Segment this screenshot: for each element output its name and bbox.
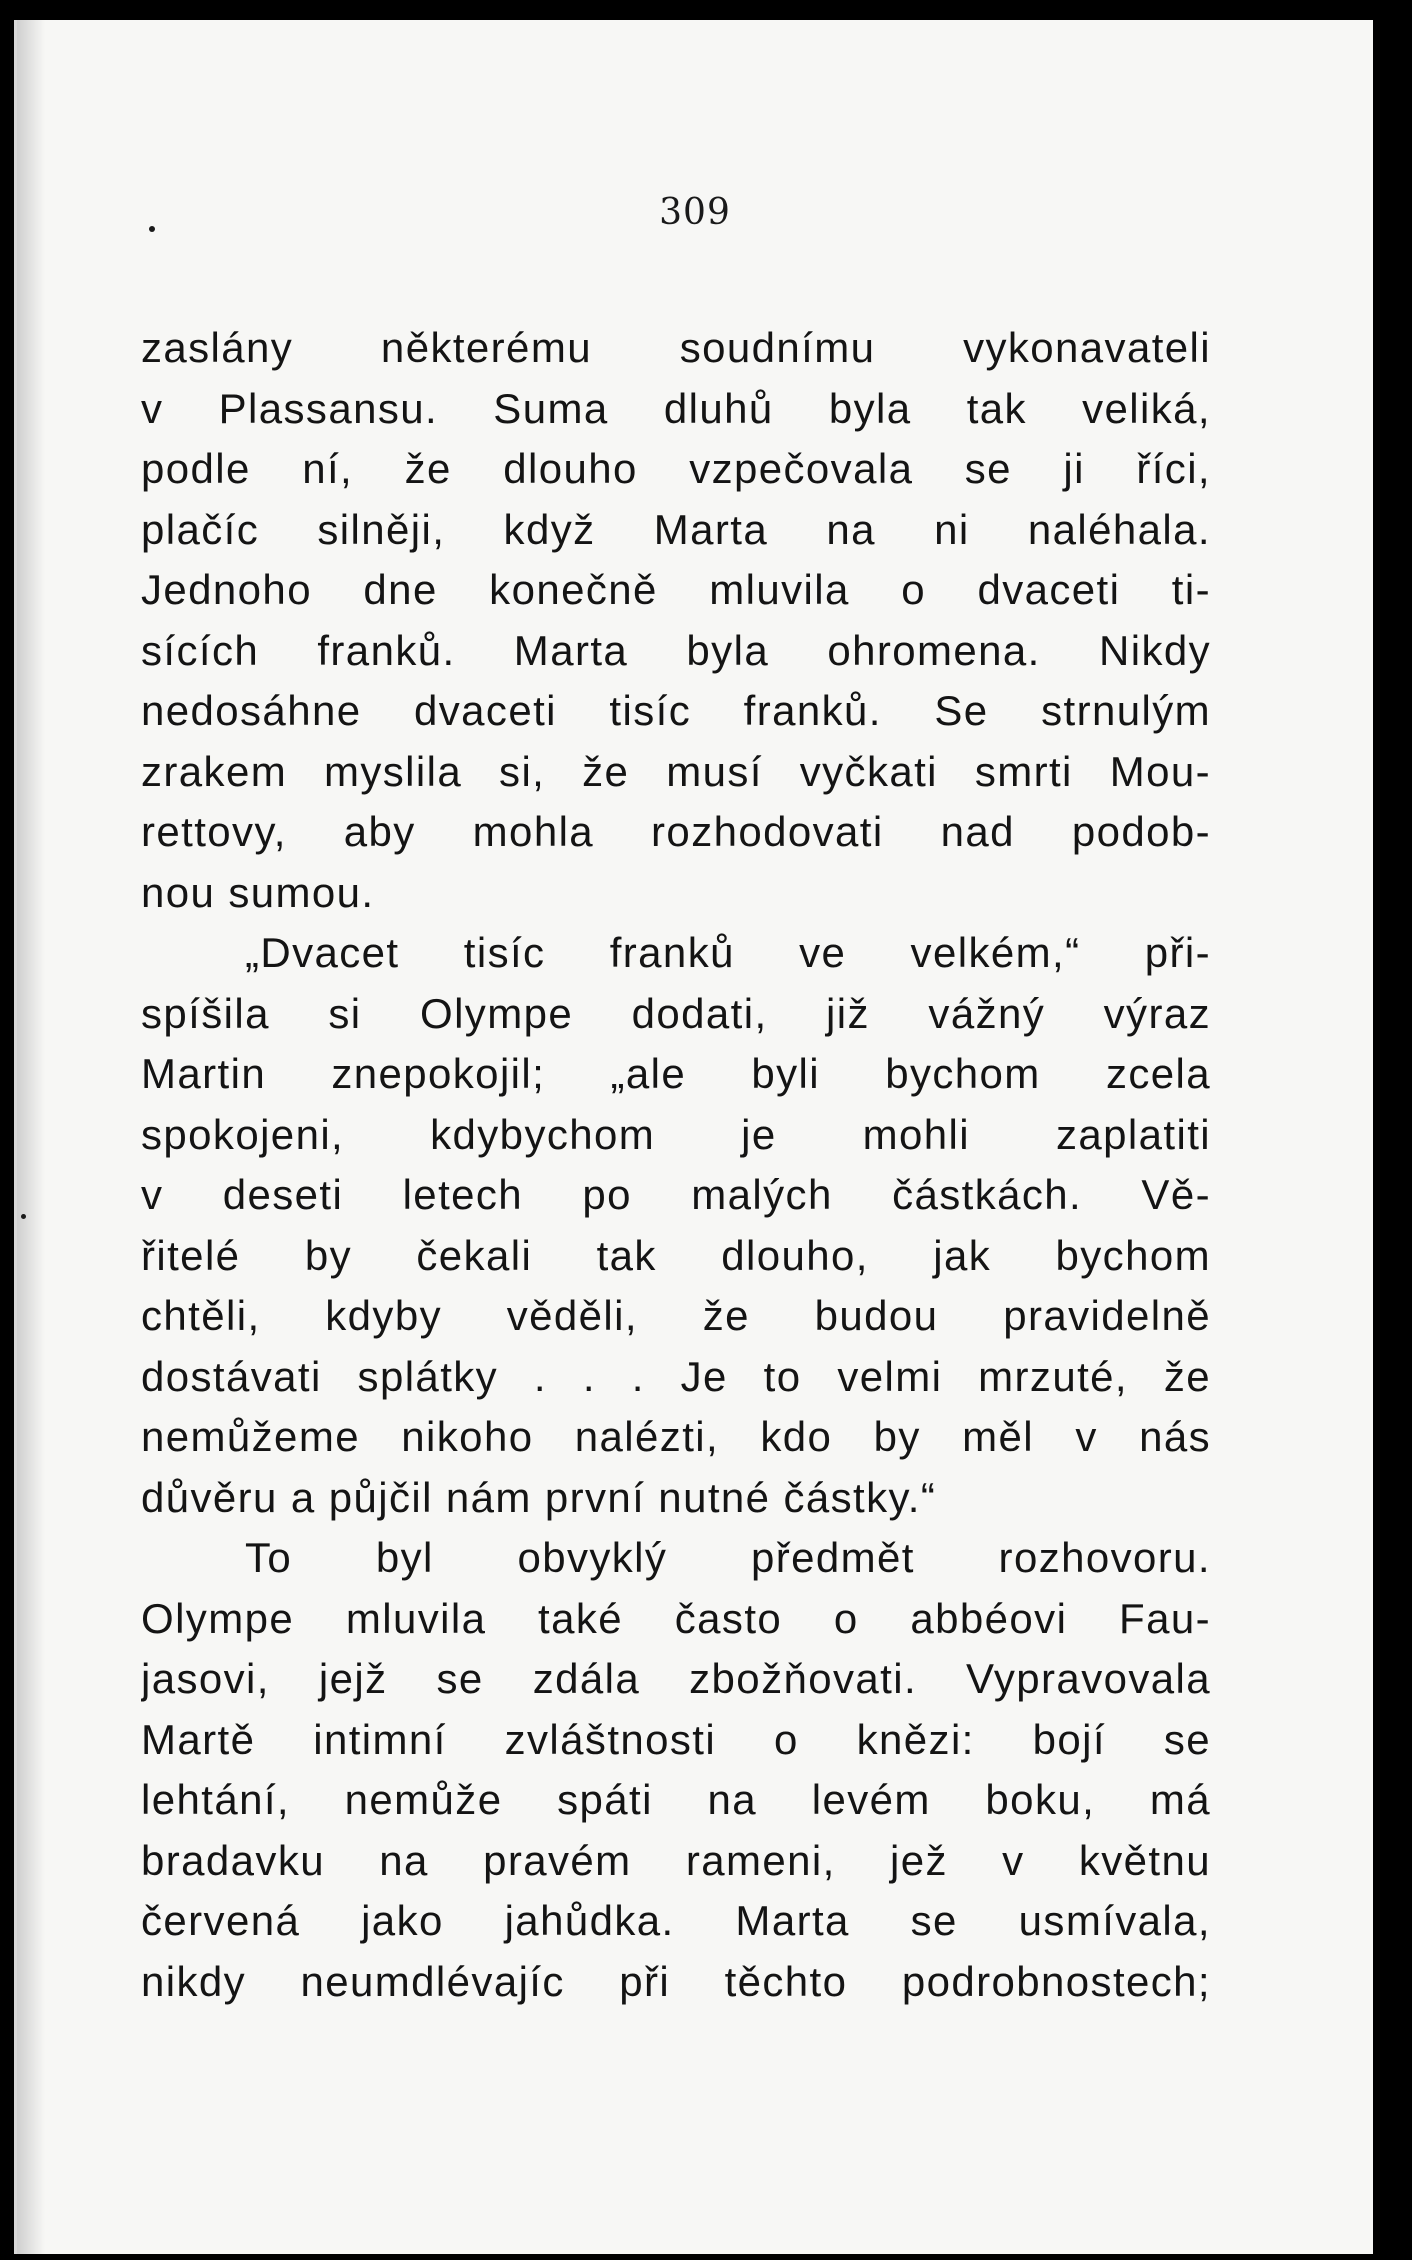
text-line: chtěli, kdyby věděli, že budou pravidelně (141, 1292, 1211, 1339)
page-number: 309 (659, 192, 731, 233)
text-line: Martin znepokojil; „ale byli bychom zcela (141, 1050, 1211, 1097)
body-text (141, 318, 1211, 2012)
text-line: červená jako jahůdka. Marta se usmívala, (141, 1897, 1211, 1944)
print-speck (149, 226, 155, 232)
text-line: nemůžeme nikoho nalézti, kdo by měl v nás (141, 1413, 1211, 1460)
text-line: dostávati splátky . . . Je to velmi mrzuté, že (141, 1352, 1211, 1400)
text-line: plačíc silněji, když Marta na ni naléhala. (141, 505, 1211, 553)
text-line: sících franků. Marta byla ohromena. Nikdy (141, 626, 1211, 674)
text-line: řitelé by čekali tak dlouho, jak bychom (141, 1231, 1211, 1279)
text-line: rettovy, aby mohla rozhodovati nad podob- (141, 808, 1211, 855)
text-line: lehtání, nemůže spáti na levém boku, má (141, 1776, 1211, 1823)
text-line: zaslány některému soudnímu vykonavateli (141, 324, 1211, 371)
text-line: nedosáhne dvaceti tisíc franků. Se strnulým (141, 687, 1211, 734)
text-line: důvěru a půjčil nám první nutné částky.“ (141, 1473, 937, 1521)
text-line: nou sumou. (141, 868, 375, 916)
text-line: bradavku na pravém rameni, jež v květnu (141, 1836, 1211, 1884)
print-speck (21, 1214, 26, 1219)
text-line: To byl obvyklý předmět rozhovoru. (245, 1534, 1211, 1581)
text-line: Olympe mluvila také často o abbéovi Fau- (141, 1594, 1211, 1642)
text-line: podle ní, že dlouho vzpečovala se ji říci, (141, 445, 1211, 492)
page-spine-shadow (17, 20, 45, 2254)
text-line: spokojeni, kdybychom je mohli zaplatiti (141, 1110, 1211, 1158)
text-line: v deseti letech po malých částkách. Vě- (141, 1171, 1211, 1218)
text-line: Jednoho dne konečně mluvila o dvaceti ti- (141, 566, 1211, 613)
text-line: jasovi, jejž se zdála zbožňovati. Vypravovala (141, 1655, 1211, 1702)
text-line: zrakem myslila si, že musí vyčkati smrti Mou- (141, 747, 1211, 795)
book-page (14, 20, 1373, 2254)
text-line: Martě intimní zvláštnosti o knězi: bojí se (141, 1715, 1211, 1763)
text-line: spíšila si Olympe dodati, již vážný výraz (141, 989, 1211, 1037)
text-line: nikdy neumdlévajíc při těchto podrobnostech; (141, 1957, 1211, 2005)
text-line: v Plassansu. Suma dluhů byla tak veliká, (141, 384, 1211, 432)
text-line: „Dvacet tisíc franků ve velkém,“ při- (245, 929, 1211, 976)
